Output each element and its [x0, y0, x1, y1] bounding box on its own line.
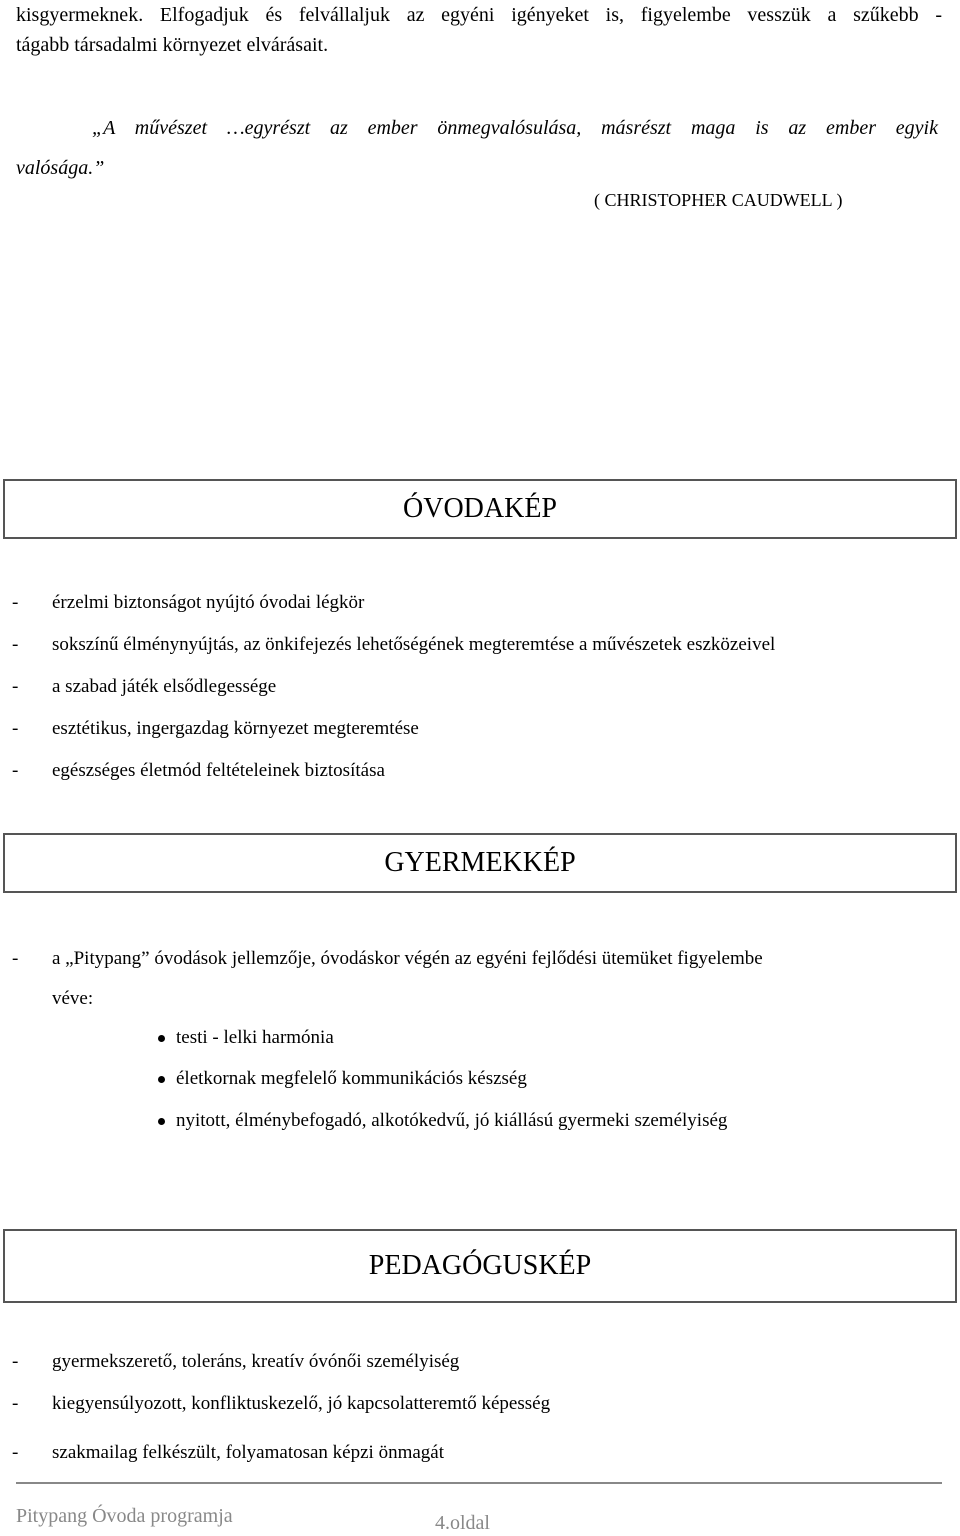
section-title-ovodakep	[3, 479, 957, 539]
dash-marker: -	[12, 948, 19, 969]
dash-marker: -	[12, 760, 19, 781]
quote-line-1	[92, 113, 938, 173]
quote-author: ( CHRISTOPHER CAUDWELL )	[594, 190, 843, 210]
gyermekkep-title: GYERMEKKÉP	[384, 847, 576, 878]
gyermekkep-bullet-text: életkornak megfelelő kommunikációs készség	[176, 1068, 527, 1089]
bullet-dot	[158, 1118, 165, 1125]
ovodakep-item-text: esztétikus, ingergazdag környezet megteremtése	[52, 718, 419, 739]
ovodakep-item-text: érzelmi biztonságot nyújtó óvodai légkör	[52, 592, 365, 613]
pedagoguskep-item	[12, 1393, 550, 1415]
gyermekkep-bullet-text: nyitott, élménybefogadó, alkotókedvű, jó kiállású gyermeki személyiség	[176, 1110, 728, 1131]
pedagoguskep-item-text: gyermekszerető, toleráns, kreatív óvónői személyiség	[52, 1351, 460, 1372]
gyermekkep-bullet	[158, 1110, 727, 1132]
ovodakep-item-text: a szabad játék elsődlegessége	[52, 676, 277, 697]
section-title-gyermekkep	[3, 833, 957, 893]
footer-divider	[16, 1482, 942, 1484]
ovodakep-item	[12, 760, 385, 782]
pedagoguskep-title: PEDAGÓGUSKÉP	[368, 1250, 592, 1281]
quote-line-2: valósága.”	[16, 157, 105, 179]
dash-marker: -	[12, 676, 19, 697]
intro-line-2: tágabb társadalmi környezet elvárásait.	[16, 34, 329, 56]
pedagoguskep-item	[12, 1442, 444, 1464]
ovodakep-item	[12, 718, 419, 740]
intro-line-1: kisgyermeknek. Elfogadjuk és felvállaljuk az egyéni igényeket is, figyelembe vesszük a szűkebb -	[16, 4, 942, 26]
gyermekkep-bullet	[158, 1027, 334, 1049]
ovodakep-item-text: sokszínű élménynyújtás, az önkifejezés lehetőségének megteremtése a művészetek eszközeivel	[52, 634, 776, 655]
ovodakep-item-text: egészséges életmód feltételeinek biztosítása	[52, 760, 385, 781]
dash-marker: -	[12, 1351, 19, 1372]
section-title-pedagoguskep	[3, 1229, 957, 1303]
dash-marker: -	[12, 1393, 19, 1414]
bullet-dot	[158, 1076, 165, 1083]
ovodakep-title: ÓVODAKÉP	[403, 493, 557, 524]
footer-title: Pitypang Óvoda programja	[16, 1505, 233, 1527]
bullet-dot	[158, 1035, 165, 1042]
dash-marker: -	[12, 1442, 19, 1463]
ovodakep-item	[12, 592, 364, 614]
gyermekkep-intro-text: a „Pitypang” óvodások jellemzője, óvodáskor végén az egyéni fejlődési ütemüket figyelembe	[52, 948, 763, 969]
ovodakep-item	[12, 676, 276, 698]
quote-text-1: „A művészet …egyrészt az ember önmegvalósulása, másrészt maga is az ember egyik	[92, 117, 938, 139]
pedagoguskep-item-text: kiegyensúlyozott, konfliktuskezelő, jó kapcsolatteremtő képesség	[52, 1393, 551, 1414]
dash-marker: -	[12, 718, 19, 739]
gyermekkep-intro	[12, 948, 763, 970]
pedagoguskep-item	[12, 1351, 459, 1373]
ovodakep-item	[12, 634, 775, 656]
gyermekkep-intro-line-2: véve:	[52, 988, 94, 1009]
dash-marker: -	[12, 634, 19, 655]
gyermekkep-bullet	[158, 1068, 527, 1090]
gyermekkep-bullet-text: testi - lelki harmónia	[176, 1027, 334, 1048]
pedagoguskep-item-text: szakmailag felkészült, folyamatosan képzi önmagát	[52, 1442, 444, 1463]
dash-marker: -	[12, 592, 19, 613]
page-number: 4.oldal	[435, 1512, 490, 1534]
